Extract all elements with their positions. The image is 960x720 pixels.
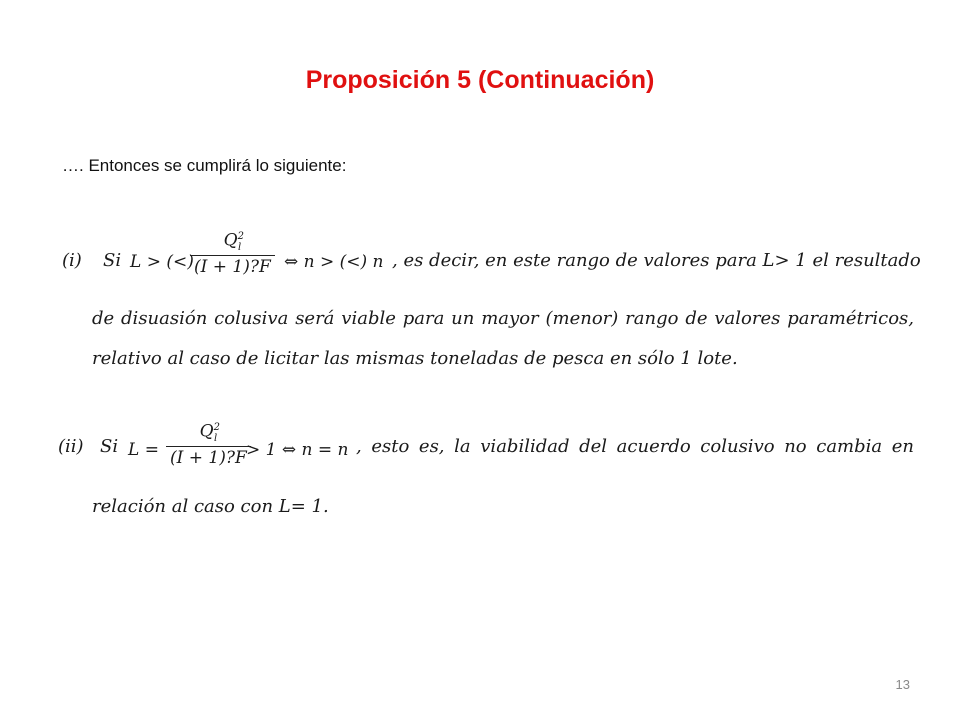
item-i-si: Si bbox=[103, 250, 122, 271]
item-i-line-2: de disuasión colusiva será viable para un mayor (menor) rango de valores paramétricos, bbox=[92, 308, 914, 329]
item-ii-frac-sup: 2 bbox=[213, 422, 220, 433]
item-i-clause: , es decir, en este rango de valores para L> 1 el resultado bbox=[392, 250, 921, 271]
item-ii-rhs: > 1 ⇔ n = n bbox=[246, 440, 349, 460]
item-ii-lhs: L = bbox=[128, 440, 159, 460]
item-i-rhs: ⇔ n > (<) n bbox=[284, 252, 384, 272]
item-i-fraction bbox=[190, 232, 275, 276]
page-number: 13 bbox=[895, 677, 910, 692]
item-i-lhs: L > (<) bbox=[130, 252, 194, 272]
item-i-line-3: relativo al caso de licitar las mismas toneladas de pesca en sólo 1 lote. bbox=[92, 348, 738, 369]
slide-title: Proposición 5 (Continuación) bbox=[305, 66, 655, 94]
item-i-frac-sup: 2 bbox=[237, 231, 244, 242]
item-ii-si: Si bbox=[100, 436, 119, 457]
item-i-frac-den: (I + 1)?F bbox=[190, 255, 275, 276]
item-ii-line-2: relación al caso con L= 1. bbox=[92, 496, 329, 517]
item-ii-frac-num: Q bbox=[199, 421, 214, 442]
item-i-label: (i) bbox=[62, 250, 82, 271]
item-ii-clause: , esto es, la viabilidad del acuerdo colusivo no cambia en bbox=[356, 436, 914, 457]
intro-text: …. Entonces se cumplirá lo siguiente: bbox=[62, 156, 347, 175]
item-ii-label: (ii) bbox=[58, 436, 84, 457]
item-i-frac-num: Q bbox=[223, 230, 238, 251]
item-ii-frac-sub: l bbox=[213, 433, 218, 445]
item-ii-frac-den: (I + 1)?F bbox=[166, 446, 251, 467]
item-i-frac-sub: l bbox=[237, 242, 242, 254]
item-ii-fraction bbox=[166, 423, 251, 467]
